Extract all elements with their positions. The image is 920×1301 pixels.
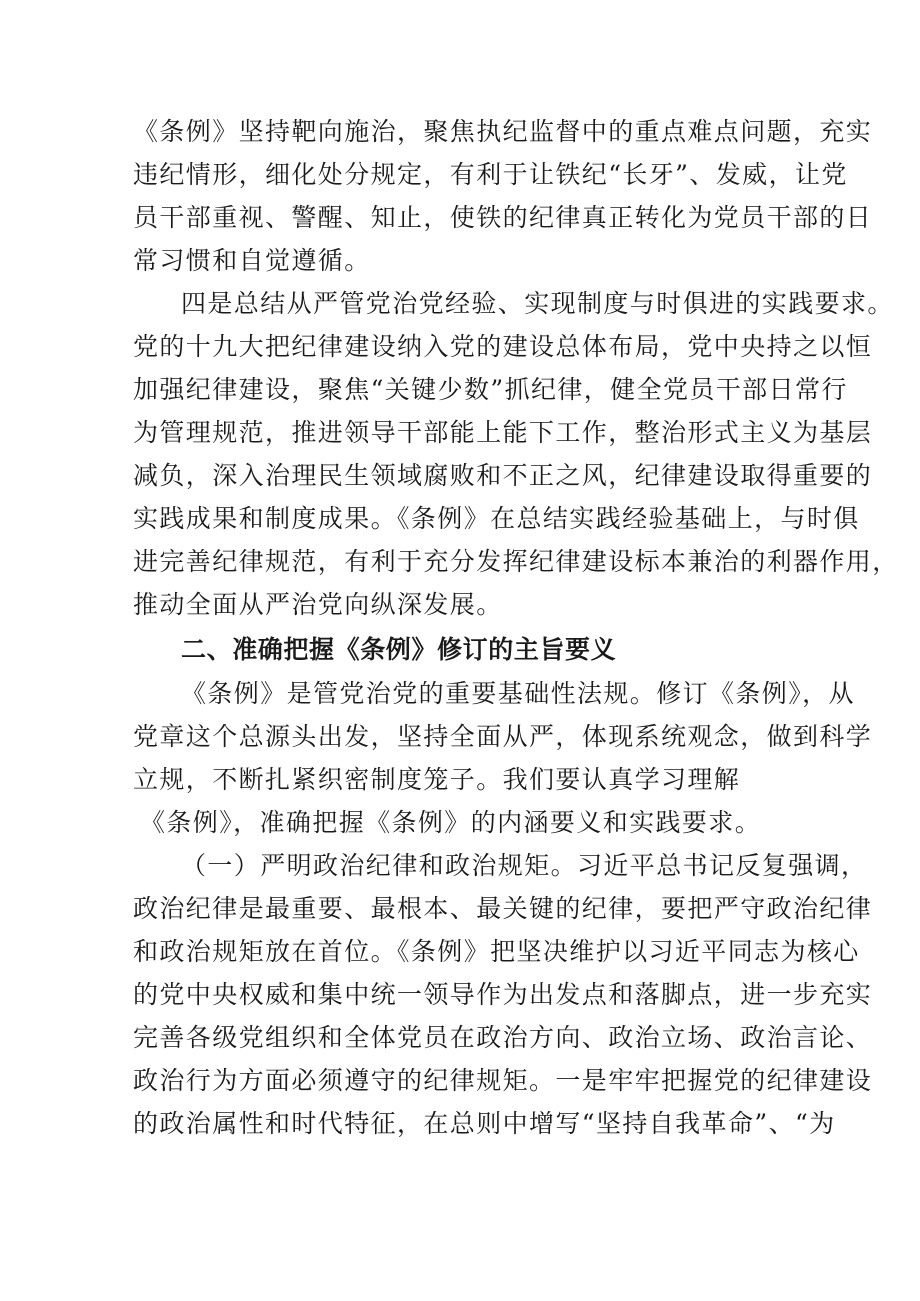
body-text-line: 和政治规矩放在首位。《条例》把坚决维护以习近平同志为核心 bbox=[133, 937, 860, 966]
body-text-line: 推动全面从严治党向纵深发展。 bbox=[133, 590, 503, 619]
body-text-line: 《条例》，准确把握《条例》的内涵要义和实践要求。 bbox=[140, 808, 762, 837]
body-text-line: 党的十九大把纪律建设纳入党的建设总体布局，党中央持之以恒 bbox=[133, 332, 873, 361]
paragraph-first-line: 四是总结从严管党治党经验、实现制度与时俱进的实践要求。 bbox=[181, 289, 894, 318]
body-text-line: 常习惯和自觉遵循。 bbox=[133, 246, 371, 275]
body-text-line: 进完善纪律规范，有利于充分发挥纪律建设标本兼治的利器作用， bbox=[133, 547, 899, 576]
body-text-line: 党章这个总源头出发，坚持全面从严，体现系统观念，做到科学 bbox=[133, 722, 873, 751]
body-text-line: 实践成果和制度成果。《条例》在总结实践经验基础上，与时俱 bbox=[133, 504, 860, 533]
body-text-line: 完善各级党组织和全体党员在政治方向、政治立场、政治言论、 bbox=[133, 1023, 873, 1052]
body-text-line: 违纪情形，细化处分规定，有利于让铁纪“长牙”、发威，让党 bbox=[133, 160, 848, 189]
body-text-line: 立规，不断扎紧织密制度笼子。我们要认真学习理解 bbox=[133, 765, 741, 794]
body-text-line: 《条例》坚持靶向施治，聚焦执纪监督中的重点难点问题，充实 bbox=[133, 117, 873, 146]
body-text-line: 加强纪律建设，聚焦“关键少数”抓纪律，健全党员干部日常行 bbox=[133, 375, 848, 404]
body-text-line: 的党中央权威和集中统一领导作为出发点和落脚点，进一步充实 bbox=[133, 980, 873, 1009]
body-text-line: 减负，深入治理民生领域腐败和不正之风，纪律建设取得重要的 bbox=[133, 461, 873, 490]
paragraph-first-line: （一）严明政治纪律和政治规矩。习近平总书记反复强调， bbox=[181, 851, 868, 880]
body-text-line: 员干部重视、警醒、知止，使铁的纪律真正转化为党员干部的日 bbox=[133, 203, 873, 232]
body-text-line: 为管理规范，推进领导干部能上能下工作，整治形式主义为基层 bbox=[133, 418, 873, 447]
body-text-line: 的政治属性和时代特征，在总则中增写“坚持自我革命”、“为 bbox=[133, 1109, 836, 1138]
body-text-line: 政治纪律是最重要、最根本、最关键的纪律，要把严守政治纪律 bbox=[133, 894, 873, 923]
body-text-line: 政治行为方面必须遵守的纪律规矩。一是牢牢把握党的纪律建设 bbox=[133, 1066, 873, 1095]
section-heading: 二、准确把握《条例》修订的主旨要义 bbox=[181, 635, 617, 664]
paragraph-first-line: 《条例》是管党治党的重要基础性法规。修订《条例》，从 bbox=[181, 679, 855, 708]
